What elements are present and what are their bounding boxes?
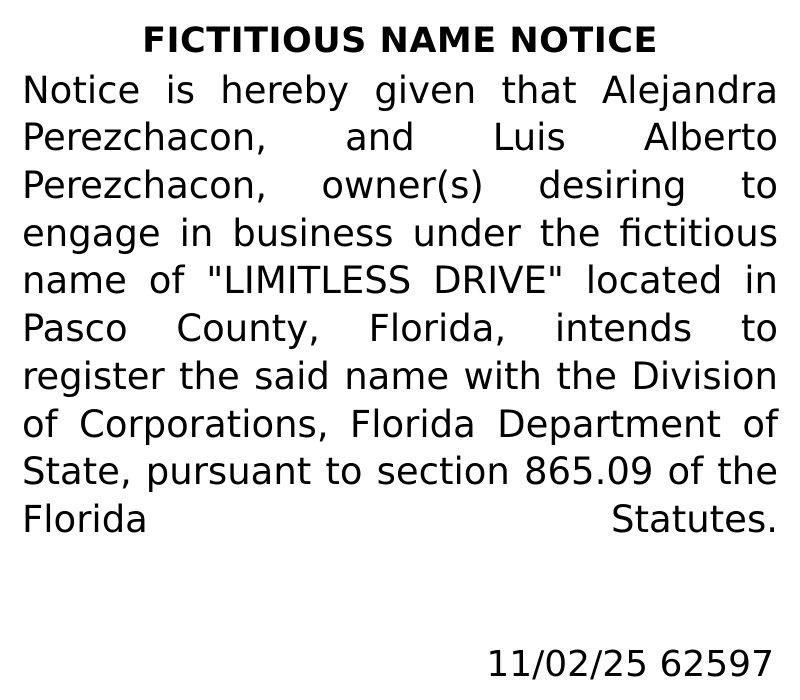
notice-publication-reference: 11/02/25 62597 (486, 643, 774, 685)
notice-title: FICTITIOUS NAME NOTICE (142, 21, 658, 61)
notice-body-text: Notice is hereby given that Alejandra Perezchacon, and Luis Alberto Perezchacon, owner(s) desiring to engage in business under the fictitious name of "LIMITLESS DRIVE" located in Pasco County, Florida, intends to register the said name with the Division of Corporations, Florida Department of State, pursuant to section 865.09 of the Florida Statutes. (22, 68, 778, 541)
